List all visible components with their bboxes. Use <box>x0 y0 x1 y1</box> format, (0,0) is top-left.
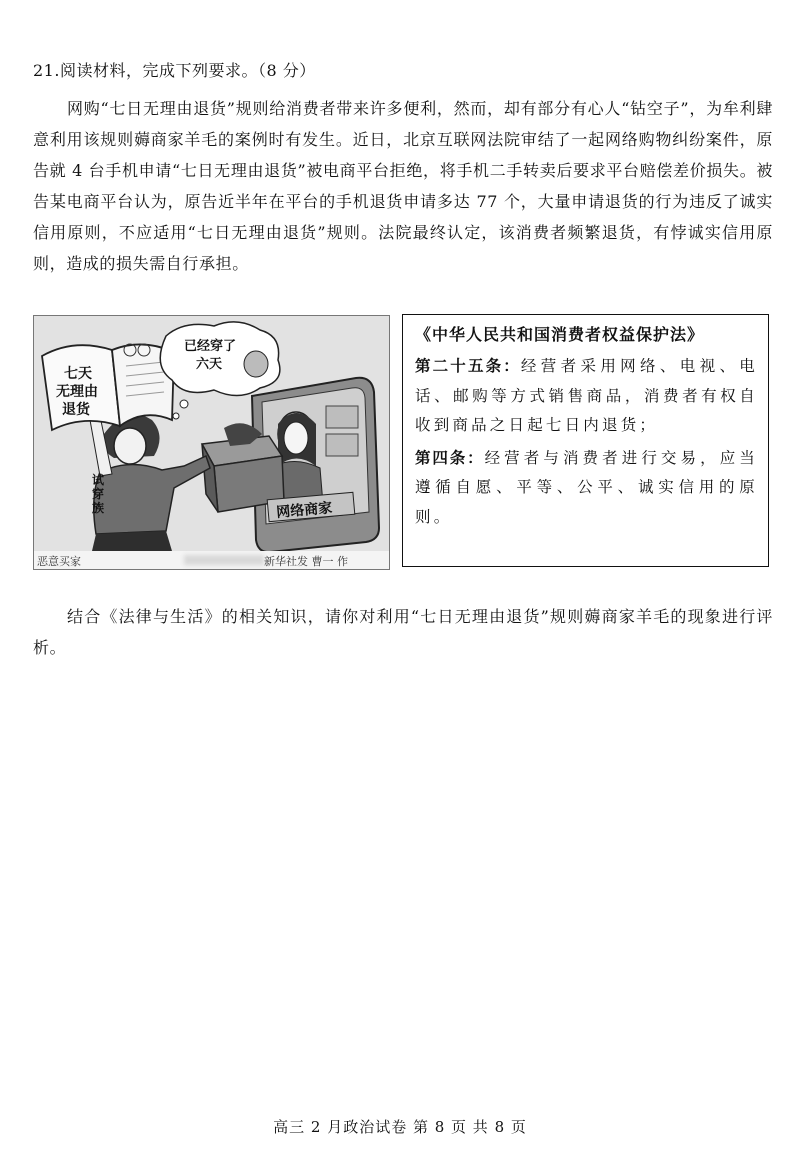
question-prompt: 结合《法律与生活》的相关知识，请你对利用“七日无理由退货”规则薅商家羊毛的现象进行评析。 <box>33 607 773 657</box>
blurred-mark <box>184 555 264 565</box>
law-article-25 <box>415 351 758 441</box>
law-title: 《中华人民共和国消费者权益保护法》 <box>415 325 705 344</box>
law-excerpt-box <box>402 314 769 567</box>
article-25-label: 第二十五条： <box>415 356 521 375</box>
bubble-text-line-2: 六天 <box>196 357 223 372</box>
page-footer: 高三 2 月政治试卷 第 8 页 共 8 页 <box>273 1118 527 1136</box>
merchant-label-text: 网络商家 <box>275 500 333 522</box>
book-text-line-3: 退货 <box>62 402 90 418</box>
cartoon-illustration <box>33 315 390 570</box>
caption-left: 恶意买家 <box>37 555 81 568</box>
caption-credit: 新华社发 曹一 作 <box>264 555 348 568</box>
article-25-text: 经营者采用网络、电视、电话、邮购等方式销售商品，消费者有权自收到商品之日起七日内退货； <box>415 357 758 434</box>
tag-char-1: 试 <box>92 473 105 487</box>
cartoon-caption <box>34 551 389 569</box>
bubble-text-line-1: 已经穿了 <box>184 339 237 354</box>
material-paragraph: 网购“七日无理由退货”规则给消费者带来许多便利，然而，却有部分有心人“钻空子”，为牟利肆意利用该规则薅商家羊毛的案例时有发生。近日，北京互联网法院审结了一起网络购物纠纷案件，原告就 4 台手机申请“七日无理由退货”被电商平台拒绝，将手机二手转卖后要求平台赔偿差价损失。被告某电商平台认为，原告近半年在平台的手机退货申请多达 77 个，大量申请退货的行为违反了诚实信用原则，不应适用“七日无理由退货”规则。法院最终认定，该消费者频繁退货，有悖诚实信用原则，造成的损失需自行承担。 <box>33 99 773 273</box>
tryon-tag <box>92 472 105 515</box>
law-article-4 <box>415 443 758 533</box>
article-4-label: 第四条： <box>415 447 485 467</box>
cartoon-drawing <box>34 316 389 569</box>
tag-char-2: 穿 <box>92 487 105 501</box>
book-text-line-1: 七天 <box>64 366 92 382</box>
question-title: 21.阅读材料，完成下列要求。（8 分） <box>33 61 316 80</box>
article-4-text: 经营者与消费者进行交易，应当遵循自愿、平等、公平、诚实信用的原则。 <box>415 448 758 526</box>
book-text-line-2: 无理由 <box>56 384 98 400</box>
tag-char-3: 族 <box>92 501 105 515</box>
